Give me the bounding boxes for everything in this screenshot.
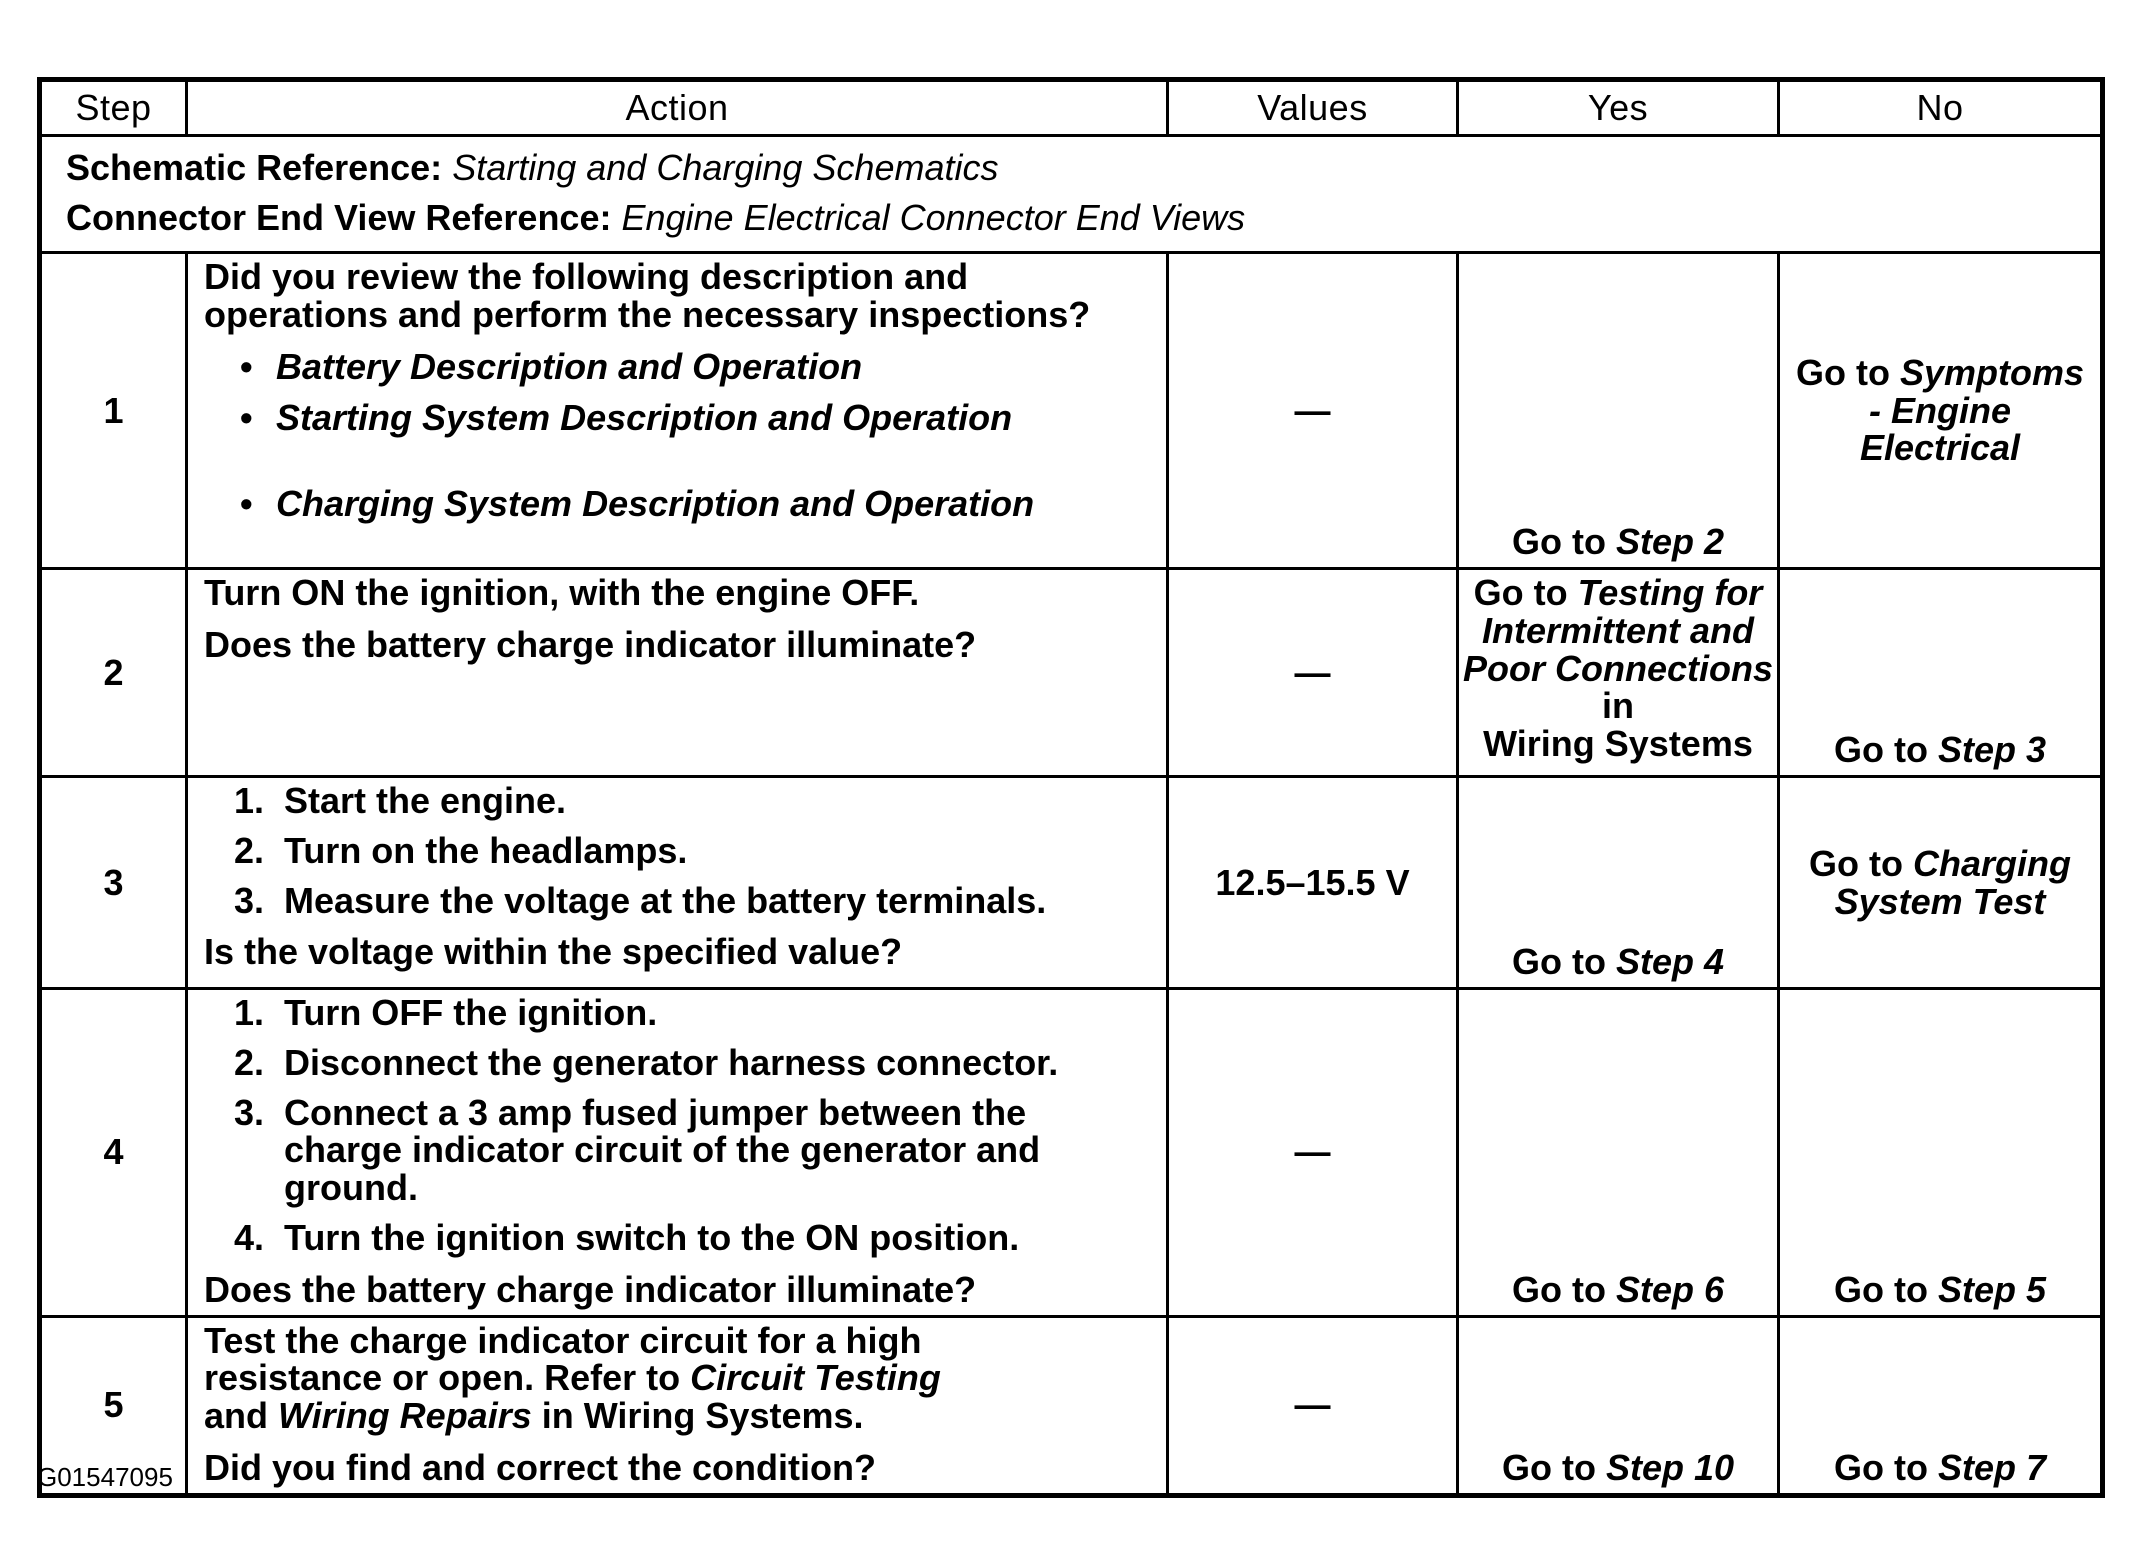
- action-cell: [187, 777, 1168, 989]
- header-no: No: [1779, 80, 2103, 136]
- yes-link[interactable]: Step 2: [1615, 521, 1725, 563]
- yes-mid: in: [1602, 685, 1634, 727]
- no-link[interactable]: Step 7: [1937, 1446, 2047, 1488]
- diagnostic-table: [37, 77, 2105, 1498]
- step-number: 2: [40, 569, 187, 777]
- list-item: 3. Measure the voltage at the battery terminals.: [234, 879, 1047, 921]
- list-item: 1. Start the engine.: [234, 780, 567, 821]
- wiring-repairs-link[interactable]: Wiring Repairs: [278, 1395, 532, 1437]
- header-row: [40, 80, 2103, 136]
- yes-cell: [1458, 253, 1779, 569]
- action-cell: [187, 1316, 1168, 1495]
- no-link[interactable]: Symptoms - Engine Electrical: [1859, 351, 2085, 469]
- step-number: 5: [40, 1316, 187, 1495]
- action-cell: [187, 253, 1168, 569]
- action-question: Is the voltage within the specified value?: [204, 931, 903, 973]
- list-item[interactable]: [204, 485, 1154, 523]
- no-link[interactable]: Step 5: [1937, 1268, 2047, 1310]
- schematic-reference-label: Schematic Reference:: [66, 147, 443, 188]
- values-cell: —: [1168, 253, 1458, 569]
- list-item: 1. Turn OFF the ignition.: [234, 992, 658, 1033]
- step-row-2: [40, 569, 2103, 777]
- connector-reference-link[interactable]: Engine Electrical Connector End Views: [621, 197, 1246, 238]
- no-prefix: Go to: [1809, 842, 1913, 884]
- list-item-text: Battery Description and Operation: [276, 345, 863, 387]
- header-values: Values: [1168, 80, 1458, 136]
- no-cell: [1779, 777, 2103, 989]
- values-cell: 12.5–15.5 V: [1168, 777, 1458, 989]
- step-number: 1: [40, 253, 187, 569]
- reference-cell: [40, 136, 2103, 253]
- no-link[interactable]: Charging System Test: [1834, 842, 2071, 922]
- yes-prefix: Go to: [1473, 572, 1578, 613]
- yes-cell: [1458, 777, 1779, 989]
- action-question: Does the battery charge indicator illuminate?: [204, 623, 977, 665]
- no-prefix: Go to: [1795, 351, 1900, 393]
- action-question: Does the battery charge indicator illuminate?: [204, 1268, 977, 1310]
- action-cell: [187, 989, 1168, 1317]
- list-item-text: Charging System Description and Operation: [276, 483, 1035, 525]
- yes-link[interactable]: Testing for Intermittent and Poor Connections: [1463, 572, 1774, 689]
- values-cell: —: [1168, 1316, 1458, 1495]
- values-cell: —: [1168, 989, 1458, 1317]
- list-item-text: Starting System Description and Operation: [276, 397, 1013, 439]
- list-item: 3. Connect a 3 amp fused jumper between the charge indicator circuit of the generator and ground.: [234, 1091, 1041, 1209]
- no-prefix: Go to: [1833, 1268, 1938, 1310]
- yes-link[interactable]: Step 4: [1615, 941, 1725, 983]
- action-intro: Did you review the following description and operations and perform the necessary inspections?: [204, 256, 1091, 335]
- yes-link[interactable]: Step 10: [1605, 1446, 1735, 1488]
- list-item: 2. Turn on the headlamps.: [234, 829, 688, 871]
- step-row-5: [40, 1316, 2103, 1495]
- bullet-icon: •: [240, 483, 253, 525]
- reference-row: [40, 136, 2103, 253]
- connector-reference: [66, 193, 2076, 243]
- action-cell: [187, 569, 1168, 777]
- step-row-1: [40, 253, 2103, 569]
- yes-prefix: Go to: [1511, 941, 1616, 983]
- list-item[interactable]: [204, 399, 1154, 437]
- figure-id: G01547095: [37, 1462, 173, 1492]
- yes-prefix: Go to: [1511, 1268, 1616, 1310]
- step-row-4: [40, 989, 2103, 1317]
- yes-suffix: Wiring Systems: [1483, 723, 1753, 765]
- yes-prefix: Go to: [1501, 1446, 1606, 1488]
- step-number: 4: [40, 989, 187, 1317]
- action-question: Did you find and correct the condition?: [204, 1446, 876, 1488]
- yes-link[interactable]: Step 6: [1615, 1268, 1725, 1310]
- list-item[interactable]: [204, 345, 1154, 387]
- connector-reference-label: Connector End View Reference:: [66, 197, 612, 238]
- no-link[interactable]: Step 3: [1937, 729, 2047, 771]
- circuit-testing-link[interactable]: Circuit Testing: [690, 1357, 941, 1399]
- step-row-3: [40, 777, 2103, 989]
- no-prefix: Go to: [1833, 1446, 1938, 1488]
- header-yes: Yes: [1458, 80, 1779, 136]
- schematic-reference-link[interactable]: Starting and Charging Schematics: [452, 147, 999, 188]
- schematic-reference: [66, 143, 2076, 193]
- action-text: Turn ON the ignition, with the engine OFF.: [204, 572, 920, 613]
- list-item: 4. Turn the ignition switch to the ON position.: [234, 1216, 1020, 1258]
- bullet-icon: •: [240, 345, 253, 387]
- list-item: 2. Disconnect the generator harness connector.: [234, 1041, 1059, 1083]
- no-cell: [1779, 569, 2103, 777]
- procedure-list: [204, 782, 1154, 919]
- yes-prefix: Go to: [1511, 521, 1616, 563]
- no-cell: [1779, 989, 2103, 1317]
- step-number: 3: [40, 777, 187, 989]
- no-prefix: Go to: [1833, 729, 1938, 771]
- yes-cell: [1458, 1316, 1779, 1495]
- header-action: Action: [187, 80, 1168, 136]
- review-list: [204, 345, 1154, 525]
- no-cell: [1779, 253, 2103, 569]
- header-step: Step: [40, 80, 187, 136]
- yes-cell: [1458, 569, 1779, 777]
- procedure-list: [204, 994, 1154, 1257]
- bullet-icon: •: [240, 397, 253, 439]
- values-cell: —: [1168, 569, 1458, 777]
- yes-cell: [1458, 989, 1779, 1317]
- action-text: Test the charge indicator circuit for a high resistance or open. Refer to Circuit Testing and Wiring Repairs in Wiring Systems.: [204, 1319, 941, 1437]
- no-cell: [1779, 1316, 2103, 1495]
